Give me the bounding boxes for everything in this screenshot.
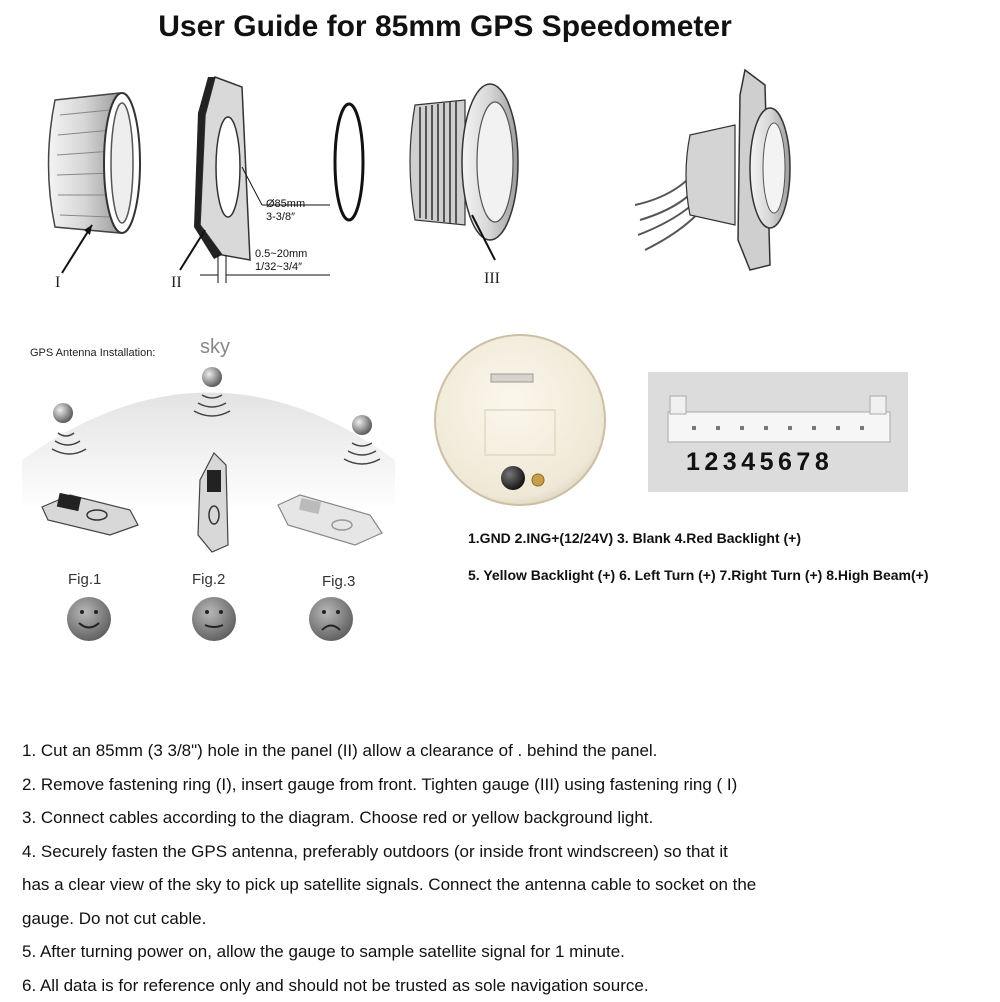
- instruction-step: 5. After turning power on, allow the gauge to sample satellite signal for 1 minute.: [22, 935, 982, 969]
- part-label-gauge: III: [484, 270, 500, 288]
- antenna-heading: GPS Antenna Installation:: [30, 347, 155, 359]
- gauge-connector-socket: [491, 374, 533, 382]
- installation-parts-diagram: [0, 55, 1000, 305]
- gps-antenna-socket: [532, 474, 544, 486]
- antenna-placement-diagram: [0, 355, 420, 655]
- part-label-fastening-ring: I: [55, 274, 60, 292]
- fig-2-label: Fig.2: [192, 571, 225, 588]
- fig-3-label: Fig.3: [322, 573, 355, 590]
- instruction-step: 6. All data is for reference only and should not be trusted as sole navigation source.: [22, 969, 982, 1002]
- satellite-right-icon: [352, 415, 372, 435]
- panel-thickness-in: 1/32~3/4″: [255, 261, 302, 273]
- o-ring-illustration: [335, 104, 363, 220]
- instruction-step: 2. Remove fastening ring (I), insert gauge from front. Tighten gauge (III) using fastening ring ( I): [22, 768, 982, 802]
- instruction-step-continued: has a clear view of the sky to pick up satellite signals. Connect the antenna cable to socket on the: [22, 868, 982, 902]
- hole-diameter-in: 3-3/8″: [266, 211, 295, 223]
- fig-1-label: Fig.1: [68, 571, 101, 588]
- antenna-cable-plug: [501, 466, 525, 490]
- sad-face-fig3-icon: [309, 597, 353, 641]
- part-label-panel: II: [171, 274, 182, 292]
- satellite-top-icon: [202, 367, 222, 387]
- instruction-step: 3. Connect cables according to the diagram. Choose red or yellow background light.: [22, 801, 982, 835]
- gauge-back-illustration: [425, 330, 615, 510]
- gauge-body-illustration: [410, 84, 518, 260]
- pin-assignment-line-2: 5. Yellow Backlight (+) 6. Left Turn (+) 7.Right Turn (+) 8.High Beam(+): [468, 567, 929, 583]
- panel-thickness-mm: 0.5~20mm: [255, 248, 307, 260]
- connector-pin-numbers: 12345678: [686, 448, 833, 477]
- satellite-left-icon: [53, 403, 73, 423]
- pin-assignment-line-1: 1.GND 2.ING+(12/24V) 3. Blank 4.Red Backlight (+): [468, 530, 801, 546]
- instruction-step: 1. Cut an 85mm (3 3/8") hole in the panel (II) allow a clearance of . behind the panel.: [22, 734, 982, 768]
- sky-label: sky: [200, 336, 230, 359]
- smiley-fig1-icon: [67, 597, 111, 641]
- connector-photo: [648, 372, 908, 492]
- instruction-list: [22, 734, 982, 1002]
- assembled-gauge-illustration: [635, 70, 790, 270]
- instruction-step: 4. Securely fasten the GPS antenna, preferably outdoors (or inside front windscreen) so that it: [22, 835, 982, 869]
- neutral-face-fig2-icon: [192, 597, 236, 641]
- instruction-step-continued: gauge. Do not cut cable.: [22, 902, 982, 936]
- fastening-ring-illustration: [49, 93, 141, 273]
- hole-diameter-mm: Ø85mm: [266, 198, 305, 210]
- page-title: User Guide for 85mm GPS Speedometer: [0, 10, 890, 44]
